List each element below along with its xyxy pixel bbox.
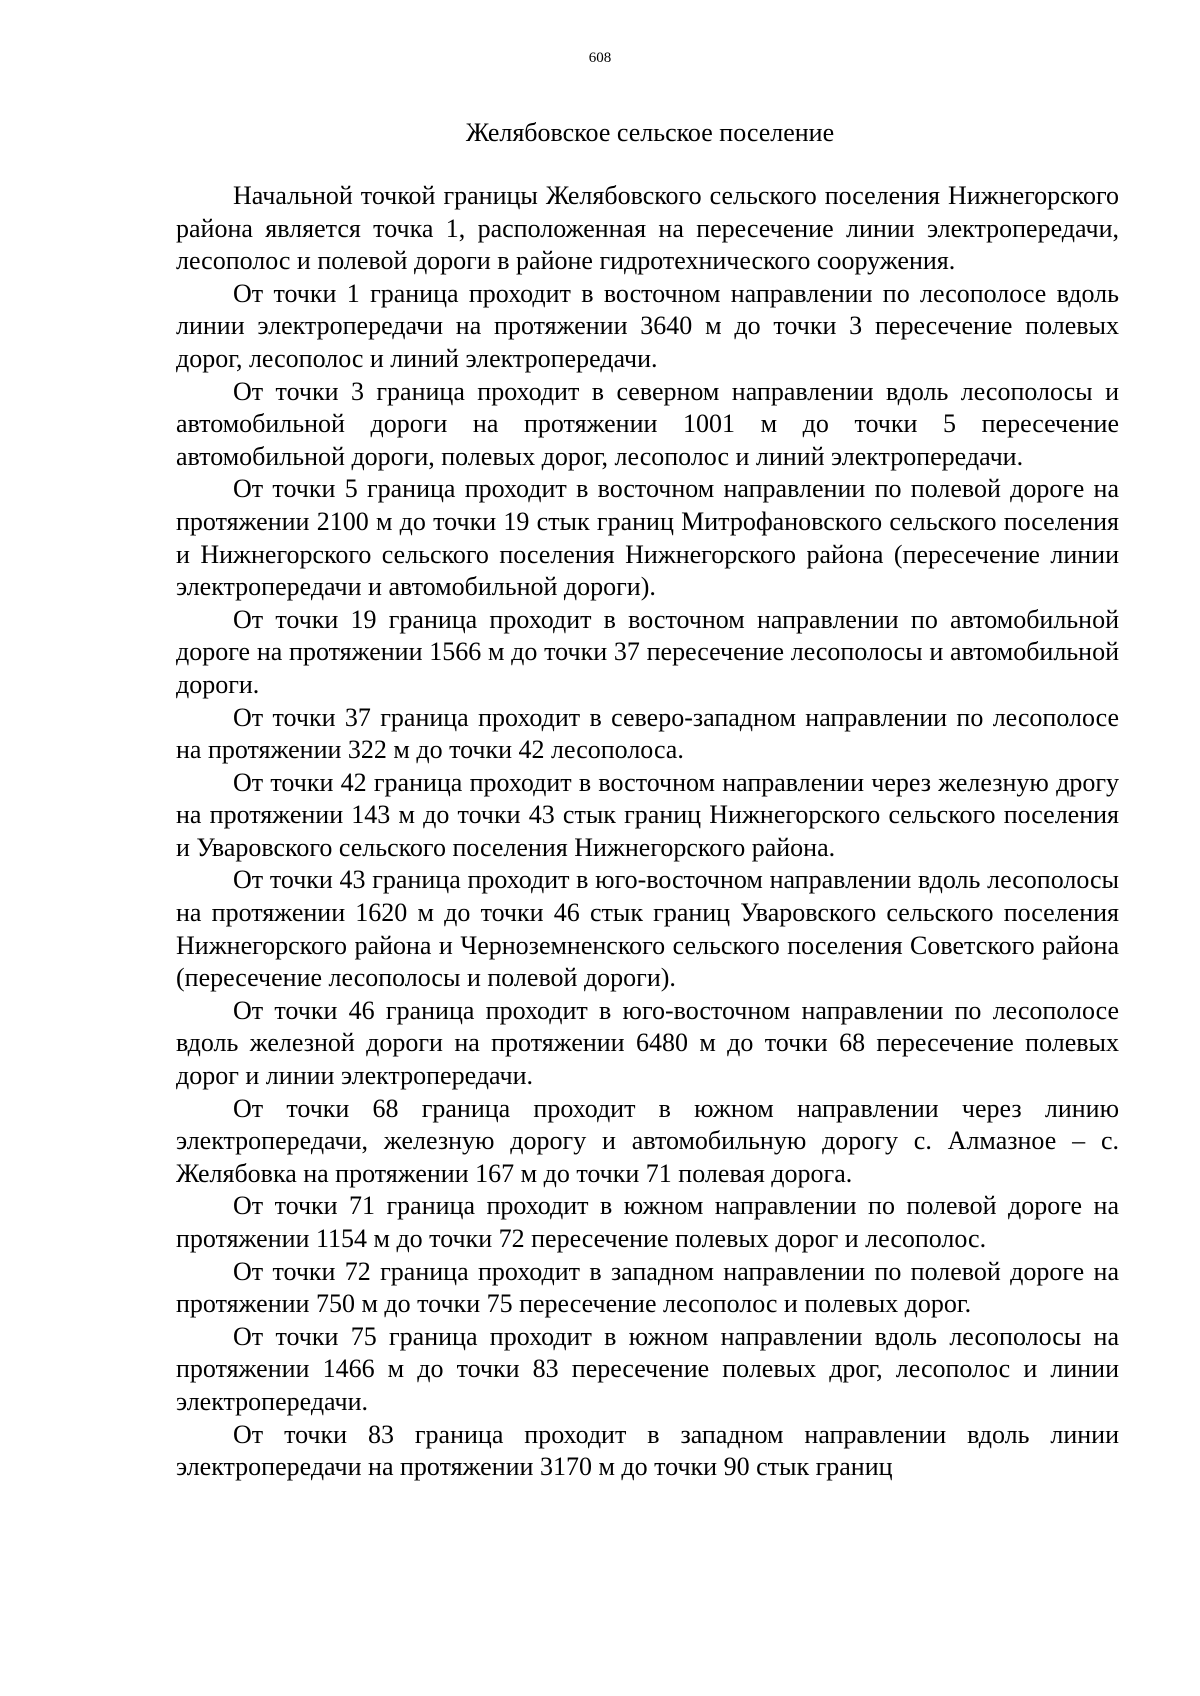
paragraph: От точки 43 граница проходит в юго-восточном направлении вдоль лесополосы на протяжении 1620 м до точки 46 стык границ Уваровского сельского поселения Нижнегорского района и Черноземненского сельского поселения Советского района (пересечение лесополосы и полевой дороги). — [176, 865, 1119, 993]
paragraph: От точки 3 граница проходит в северном направлении вдоль лесополосы и автомобильной дороги на протяжении 1001 м до точки 5 пересечение автомобильной дороги, полевых дорог, лесополос и линий электропередачи. — [176, 376, 1119, 471]
paragraph: От точки 83 граница проходит в западном направлении вдоль линии электропередачи на протяжении 3170 м до точки 90 стык границ — [176, 1419, 1119, 1482]
document-body — [176, 180, 1119, 1484]
paragraph: От точки 5 граница проходит в восточном направлении по полевой дороге на протяжении 2100 м до точки 19 стык границ Митрофановского сельского поселения и Нижнегорского сельского поселения Нижнегорского района (пересечение линии электропередачи и автомобильной дороги). — [176, 474, 1119, 602]
paragraph: От точки 46 граница проходит в юго-восточном направлении по лесополосе вдоль железной дороги на протяжении 6480 м до точки 68 пересечение полевых дорог и линии электропередачи. — [176, 995, 1119, 1091]
paragraph: От точки 19 граница проходит в восточном направлении по автомобильной дороге на протяжении 1566 м до точки 37 пересечение лесополосы и автомобильной дороги. — [176, 604, 1119, 699]
paragraph: Начальной точкой границы Желябовского сельского поселения Нижнегорского района является точка 1, расположенная на пересечение линии электропередачи, лесополос и полевой дороги в районе гидротехнического сооружения. — [176, 181, 1119, 276]
paragraph: От точки 71 граница проходит в южном направлении по полевой дороге на протяжении 1154 м до точки 72 пересечение полевых дорог и лесополос. — [176, 1191, 1119, 1253]
paragraph: От точки 75 граница проходит в южном направлении вдоль лесополосы на протяжении 1466 м до точки 83 пересечение полевых дрог, лесополос и линии электропередачи. — [176, 1321, 1119, 1416]
paragraph: От точки 42 граница проходит в восточном направлении через железную дрогу на протяжении 143 м до точки 43 стык границ Нижнегорского сельского поселения и Уваровского сельского поселения Нижнегорского района. — [176, 767, 1119, 862]
paragraph: От точки 1 граница проходит в восточном направлении по лесополосе вдоль линии электропередачи на протяжении 3640 м до точки 3 пересечение полевых дорог, лесополос и линий электропередачи. — [176, 278, 1119, 373]
section-title: Желябовское сельское поселение — [465, 118, 835, 147]
paragraph: От точки 68 граница проходит в южном направлении через линию электропередачи, железную дорогу и автомобильную дорогу с. Алмазное – с. Желябовка на протяжении 167 м до точки 71 полевая дорога. — [176, 1093, 1119, 1188]
paragraph: От точки 37 граница проходит в северо-западном направлении по лесополосе на протяжении 322 м до точки 42 лесополоса. — [176, 702, 1119, 765]
paragraph: От точки 72 граница проходит в западном направлении по полевой дороге на протяжении 750 м до точки 75 пересечение лесополос и полевых дорог. — [176, 1256, 1119, 1319]
page-number: 608 — [588, 50, 612, 66]
